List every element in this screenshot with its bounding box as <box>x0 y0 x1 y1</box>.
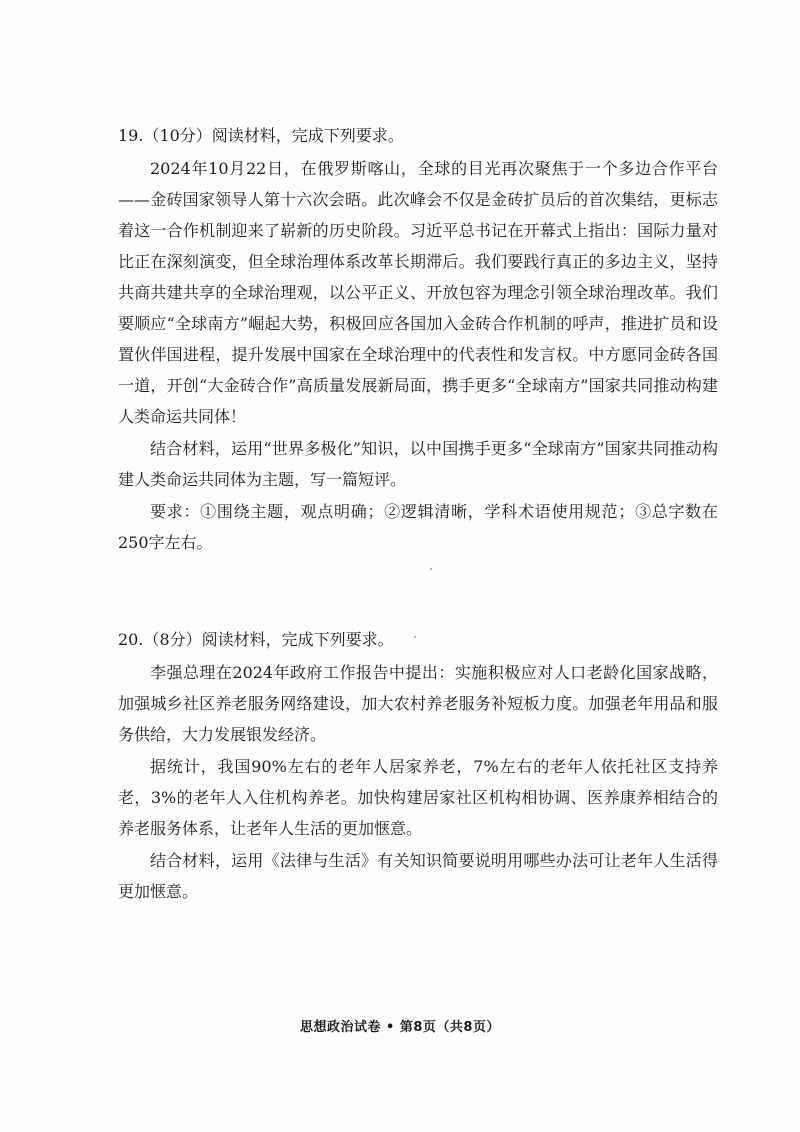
question-20-task: 结合材料，运用《法律与生活》有关知识简要说明用哪些办法可让老年人生活得更加惬意。 <box>118 851 718 901</box>
question-20 <box>118 624 718 908</box>
question-19-requirements: 要求：①围绕主题，观点明确；②逻辑清晰，学科术语使用规范；③总字数在250字左右。 <box>118 502 718 552</box>
scan-speck <box>430 568 432 570</box>
page-footer: 思想政治试卷 • 第8页（共8页） <box>300 1020 500 1035</box>
scan-speck <box>414 636 416 638</box>
question-20-material-1: 李强总理在2024年政府工作报告中提出：实施积极应对人口老龄化国家战略，加强城乡社区养老服务网络建设，加大农村养老服务补短板力度。加强老年用品和服务供给，大力发展银发经济。 <box>118 663 718 744</box>
question-19-title: 19.（10分）阅读材料，完成下列要求。 <box>118 126 404 145</box>
question-19-task: 结合材料，运用“世界多极化”知识，以中国携手更多“全球南方”国家共同推动构建人类命运共同体为主题，写一篇短评。 <box>118 439 718 489</box>
question-20-material-2: 据统计，我国90%左右的老年人居家养老，7%左右的老年人依托社区支持养老，3%的老年人入住机构养老。加快构建居家社区机构相协调、医养康养相结合的养老服务体系，让老年人生活的更加惬意。 <box>118 757 718 838</box>
question-19 <box>118 120 718 559</box>
question-19-material: 2024年10月22日，在俄罗斯喀山，全球的目光再次聚焦于一个多边合作平台——金砖国家领导人第十六次会晤。此次峰会不仅是金砖扩员后的首次集结，更标志着这一合作机制迎来了崭新的历史阶段。习近平总书记在开幕式上指出：国际力量对比正在深刻演变，但全球治理体系改革长期滞后。我们要践行真正的多边主义，坚持共商共建共享的全球治理观，以公平正义、开放包容为理念引领全球治理改革。我们要顺应“全球南方”崛起大势，积极回应各国加入金砖合作机制的呼声，推进扩员和设置伙伴国进程，提升发展中国家在全球治理中的代表性和发言权。中方愿同金砖各国一道，开创“大金砖合作”高质量发展新局面，携手更多“全球南方”国家共同推动构建人类命运共同体！ <box>118 159 718 426</box>
question-20-title: 20.（8分）阅读材料，完成下列要求。 <box>118 630 394 649</box>
